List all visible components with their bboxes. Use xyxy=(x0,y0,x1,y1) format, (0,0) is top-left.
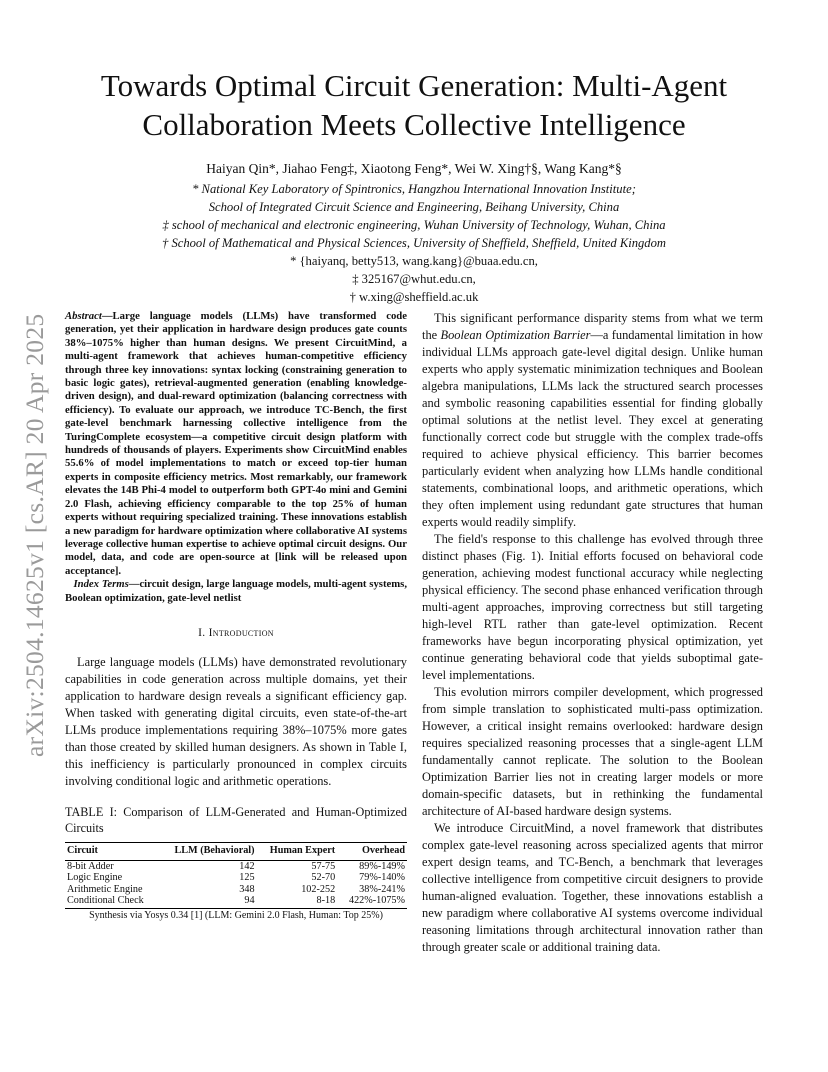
table-row xyxy=(65,884,407,896)
table-header: LLM (Behavioral) xyxy=(159,842,257,860)
table-cell: 94 xyxy=(159,895,257,908)
intro-paragraph-5: We introduce CircuitMind, a novel framework that distributes complex gate-level reasoning across specialized agents that mirror expert design teams, and TC-Bench, a benchmark that leverages collective intelligence from competitive circuit designers to provide human-aligned evaluation. Together, these innovations establish a new paradigm where collaborative AI systems overcome individual reasoning limitations through architectural innovation rather than through greater scale or additional training data. xyxy=(422,821,763,954)
table-cell: 38%-241% xyxy=(359,883,405,895)
table-header: Circuit xyxy=(65,842,159,860)
affiliations xyxy=(70,180,758,306)
intro-paragraph-2 xyxy=(422,310,763,531)
table-cell: 8-18 xyxy=(257,895,338,908)
table-row xyxy=(65,860,407,872)
affiliation-2: School of Integrated Circuit Science and Engineering, Beihang University, China xyxy=(208,200,620,214)
table-cell: 125 xyxy=(239,872,255,884)
author-list: Haiyan Qin*, Jiahao Feng‡, Xiaotong Feng*, Wei W. Xing†§, Wang Kang*§ xyxy=(206,161,622,176)
email-3: † w.xing@sheffield.ac.uk xyxy=(349,290,479,304)
affiliation-4: † School of Mathematical and Physical Sciences, University of Sheffield, Sheffield, United Kingdom xyxy=(162,236,666,250)
table-cell: 422%-1075% xyxy=(337,895,407,908)
abstract-text: —Large language models (LLMs) have transformed code generation, yet their application in hardware design produces gate counts 38%–1075% higher than human designs. We present CircuitMind, a multi-agent framework that achieves human-competitive efficiency through three key innovations: syntax locking (constraining generation to basic logic gates), retrieval-augmented generation (enabling knowledge-driven design), and dual-reward optimization (balancing correctness with efficiency). To evaluate our approach, we introduce TC-Bench, the first gate-level benchmark harnessing collective intelligence from the TuringComplete ecosystem—a competitive circuit design platform with hundreds of thousands of players. Experiments show CircuitMind enables 55.6% of model implementations to match or exceed top-tier human experts in composite efficiency metrics. Most remarkably, our framework elevates the 14B Phi-4 model to outperform both GPT-4o mini and Gemini 2.0 Flash, achieving efficiency comparable to the top 25% of human experts without requiring specialized training. These innovations establish a new paradigm for hardware optimization where collaborative AI systems leverage collective human expertise to achieve optimal circuit designs. Our model, data, and code are open-source at [link will be released upon acceptance]. xyxy=(65,310,407,577)
table-header: Human Expert xyxy=(257,842,338,860)
intro-paragraph-3: The field's response to this challenge has evolved through three distinct phases (Fig. 1). Initial efforts focused on behavioral code generation, achieving modest functional accuracy while neglecting physical efficiency. The second phase enhanced verification through multi-agent approaches, improving correctness but still targeting high-level RTL rather than gate-level optimization. Recent frameworks have begun incorporating physical optimization, yet continue generating behavioral code that yields suboptimal gate-level implementations. xyxy=(422,532,763,682)
table-cell: Logic Engine xyxy=(67,872,123,884)
table-caption: TABLE I: Comparison of LLM-Generated and Human-Optimized Circuits xyxy=(65,804,407,835)
emphasized-term: Boolean Optimization Barrier xyxy=(440,328,591,342)
title-line-2: Collaboration Meets Collective Intelligence xyxy=(142,107,686,142)
email-2: ‡ 325167@whut.edu.cn, xyxy=(352,272,476,286)
table-cell: 102-252 xyxy=(301,883,336,895)
intro-paragraph-4: This evolution mirrors compiler development, which progressed from simple translation to sophisticated multi-pass optimization. However, a critical insight remains overlooked: hardware design requires specialized reasoning processes that a single-agent LLM fundamentally cannot replicate. The solution to the Boolean Optimization Barrier lies not in creating larger models or more domain-specific datasets, but in rethinking the fundamental architecture of AI-based hardware design systems. xyxy=(422,685,763,818)
table-cell: 79%-140% xyxy=(359,872,405,884)
title-line-1: Towards Optimal Circuit Generation: Multi-Agent xyxy=(100,68,728,103)
section-title: Introduction xyxy=(208,626,274,639)
table-cell: 89%-149% xyxy=(359,860,405,872)
paper-title xyxy=(70,66,758,144)
table-cell: Arithmetic Engine xyxy=(67,883,143,895)
para-text: This significant performance disparity stems from what we term the xyxy=(422,311,763,342)
table-cell: 348 xyxy=(239,883,255,895)
affiliation-1: * National Key Laboratory of Spintronics, Hangzhou International Innovation Institute; xyxy=(192,182,636,196)
table-header-row xyxy=(65,842,407,860)
comparison-table xyxy=(65,842,407,909)
para-text: —a fundamental limitation in how individual LLMs approach gate-level digital design. Unlike human experts who apply systematic minimization techniques and Boolean algebra manipulations, LLMs lack the structured search processes and symbolic reasoning capabilities essential for finding globally optimal solutions at the netlist level. They excel at generating functionally correct code but struggle with the complex trade-offs required to achieve physical efficiency. This barrier becomes particularly evident when analyzing how LLMs handle conditional statements, combinational loops, and arithmetic operations, which they often implement using redundant gate structures that human experts would readily simplify. xyxy=(422,328,763,529)
affiliation-3: ‡ school of mechanical and electronic engineering, Wuhan University of Technology, Wuhan, China xyxy=(162,218,666,232)
email-1: * {haiyanq, betty513, wang.kang}@buaa.edu.cn, xyxy=(290,254,538,268)
section-number: I. xyxy=(198,626,206,639)
index-terms xyxy=(65,578,407,605)
right-column xyxy=(422,310,763,956)
table-header: Overhead xyxy=(337,842,407,860)
section-heading xyxy=(65,625,407,642)
table-cell: 57-75 xyxy=(311,860,336,872)
index-terms-label: Index Terms xyxy=(73,578,129,591)
table-row xyxy=(65,895,407,908)
abstract xyxy=(65,310,407,578)
abstract-label: Abstract xyxy=(65,310,102,322)
table-cell: 142 xyxy=(239,860,255,872)
intro-paragraph-1: Large language models (LLMs) have demonstrated revolutionary capabilities in code generation across multiple domains, yet their application to hardware design reveals a significant efficiency gap. When tasked with generating digital circuits, even state-of-the-art LLMs produce implementations requiring 38%–1075% more gates than those created by skilled human designers. As shown in Table I, this inefficiency is particularly pronounced in complex circuits involving conditional logic and arithmetic operations. xyxy=(65,654,407,788)
table-note: Synthesis via Yosys 0.34 [1] (LLM: Gemini 2.0 Flash, Human: Top 25%) xyxy=(89,909,383,921)
table-cell: 52-70 xyxy=(311,872,336,884)
arxiv-identifier: arXiv:2504.14625v1 [cs.AR] 20 Apr 2025 xyxy=(20,313,49,757)
table-cell: Conditional Check xyxy=(65,895,159,908)
left-column xyxy=(65,310,407,922)
table-row xyxy=(65,872,407,884)
index-terms-text: —circuit design, large language models, multi-agent systems, Boolean optimization, gate-level netlist xyxy=(65,578,407,604)
table-cell: 8-bit Adder xyxy=(67,860,114,872)
